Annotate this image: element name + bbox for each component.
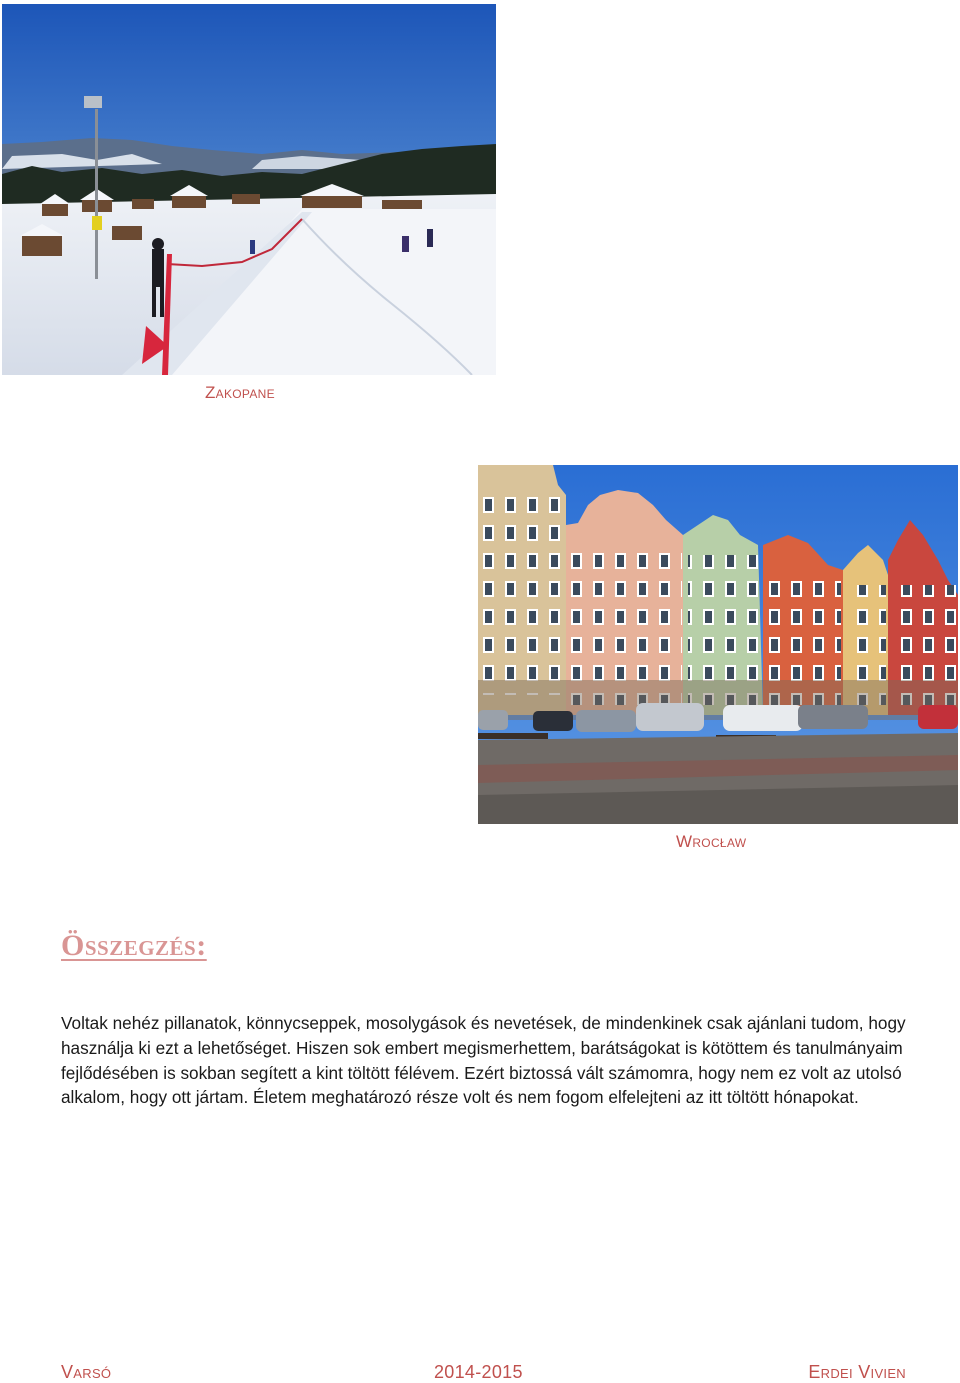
footer-city: Varsó	[61, 1362, 112, 1382]
zakopane-caption: Zakopane	[205, 383, 275, 402]
summary-heading: Összegzés:	[61, 929, 207, 962]
zakopane-photo	[2, 4, 496, 375]
wroclaw-photo	[478, 465, 958, 824]
summary-paragraph: Voltak nehéz pillanatok, könnycseppek, mosolygások és nevetések, de mindenkinek csak ajánlani tudom, hogy használja ki ezt a lehetőséget. Hiszen sok embert megismerhettem, barátságokat is kötöttem és tanulmányaim fejlődésében is sokban segített a kint töltött félévem. Ezért biztossá vált számomra, hogy nem ez volt az utolsó alkalom, hogy ott jártam. Életem meghatározó része volt és nem fogom elfelejteni az itt töltött hónapokat.	[61, 1013, 906, 1108]
footer-author: Erdei Vivien	[808, 1362, 906, 1382]
wroclaw-caption: Wrocław	[676, 832, 747, 851]
footer-years: 2014-2015	[434, 1362, 523, 1382]
